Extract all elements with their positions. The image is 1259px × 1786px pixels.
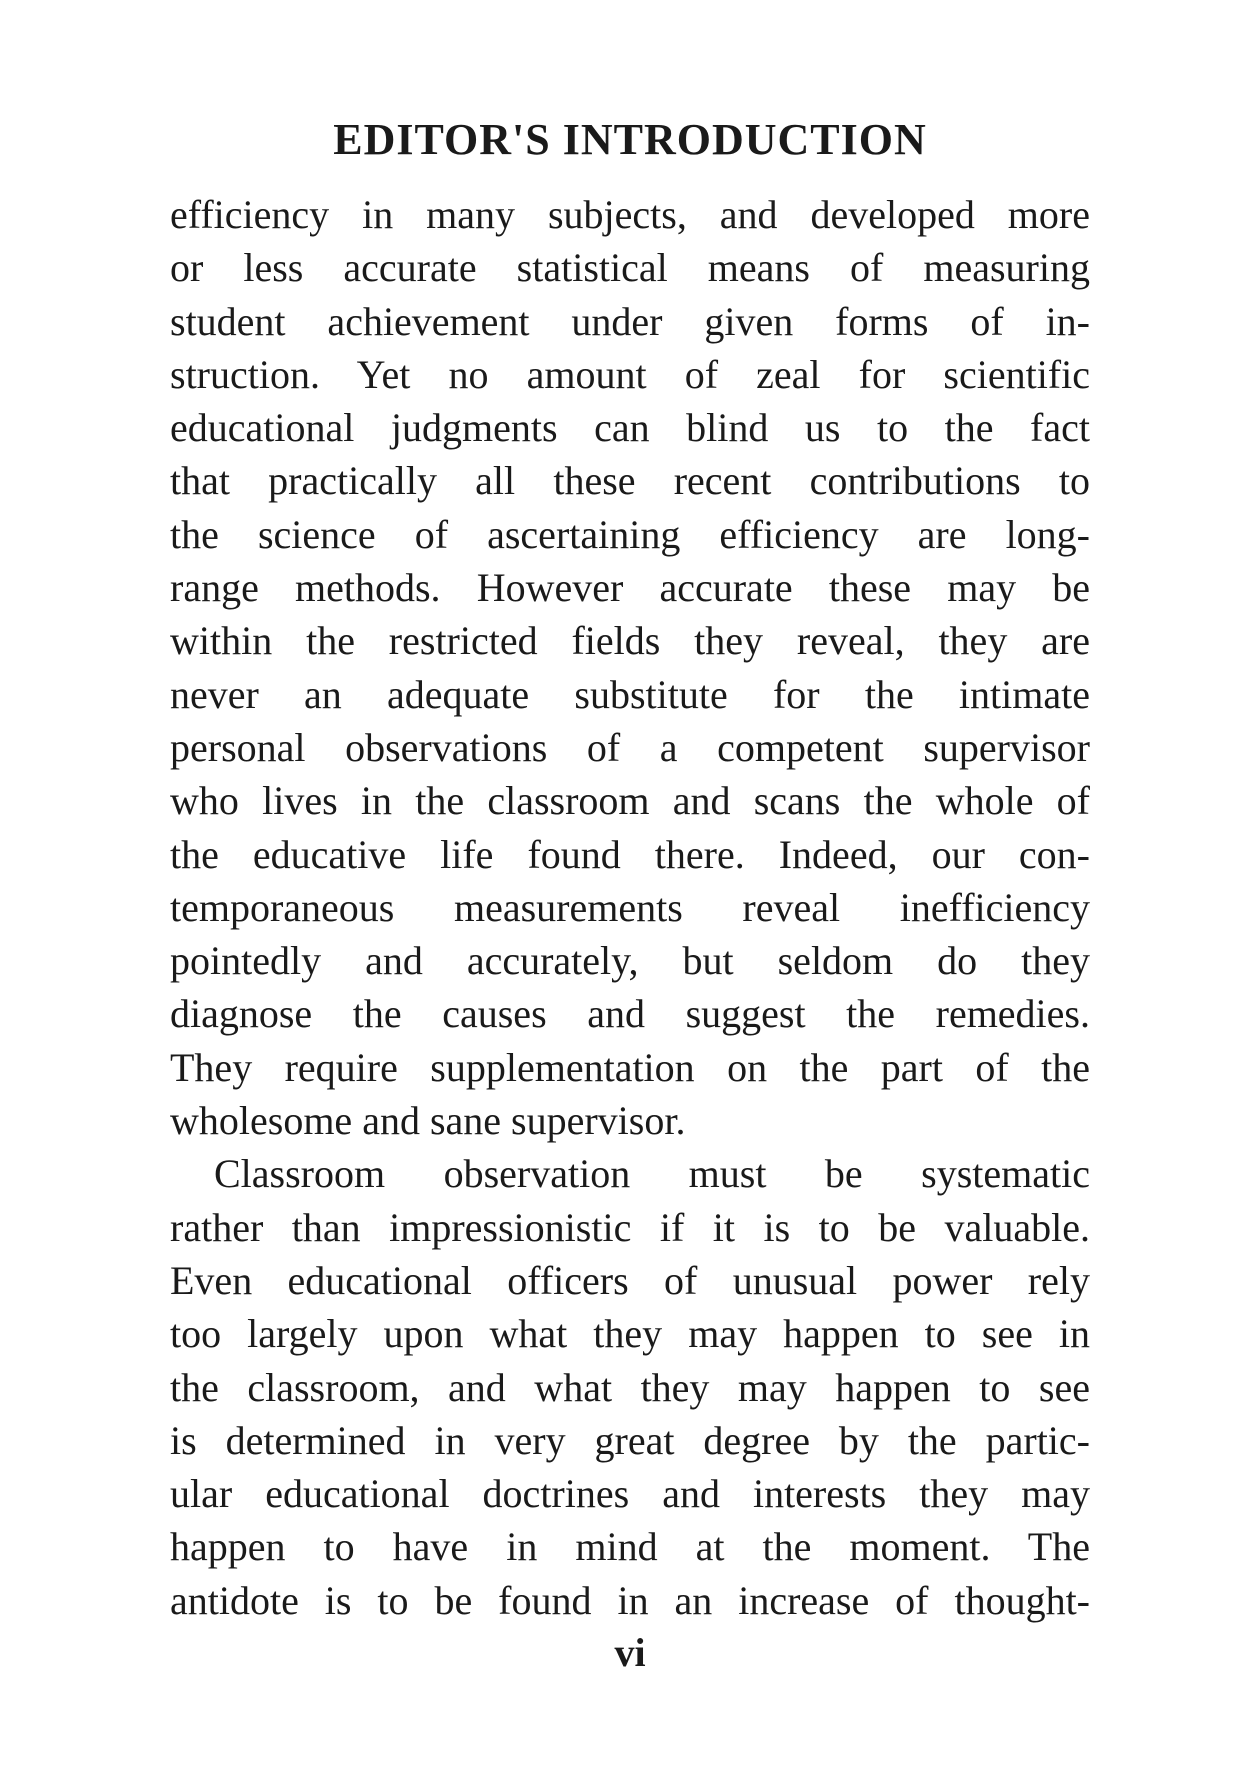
text-line: Even educational officers of unusual power rely [170,1257,1090,1303]
text-line: never an adequate substitute for the intimate [170,671,1090,717]
page-number: vi [614,1630,646,1675]
text-line: happen to have in mind at the moment. The [170,1524,1090,1570]
paragraph-2 [170,1147,1090,1627]
text-line: the educative life found there. Indeed, our con- [170,831,1090,877]
text-line: ular educational doctrines and interests they may [170,1471,1090,1517]
text-line: Classroom observation must be systematic [214,1151,1090,1197]
paragraph-1 [170,188,1090,1147]
text-line: too largely upon what they may happen to see in [170,1311,1090,1357]
text-line: temporaneous measurements reveal inefficiency [170,884,1090,930]
body-text [170,188,1090,1627]
text-line: rather than impressionistic if it is to be valuable. [170,1204,1090,1250]
text-line: antidote is to be found in an increase of thought- [170,1577,1090,1623]
text-line: educational judgments can blind us to the fact [170,405,1090,451]
text-line: that practically all these recent contributions to [170,458,1090,504]
text-line: wholesome and sane supervisor. [170,1098,686,1144]
running-head: EDITOR'S INTRODUCTION [333,115,927,164]
text-line: the science of ascertaining efficiency are long- [170,511,1090,557]
text-line: personal observations of a competent supervisor [170,724,1090,770]
text-line: or less accurate statistical means of measuring [170,245,1090,291]
text-line: who lives in the classroom and scans the whole of [170,778,1090,824]
text-line: pointedly and accurately, but seldom do they [170,938,1090,984]
text-line: student achievement under given forms of in- [170,298,1090,344]
text-line: the classroom, and what they may happen to see [170,1364,1090,1410]
text-line: efficiency in many subjects, and developed more [170,192,1090,237]
text-line: range methods. However accurate these may be [170,565,1090,611]
text-line: within the restricted fields they reveal, they are [170,618,1090,664]
text-line: They require supplementation on the part of the [170,1044,1090,1090]
text-line: struction. Yet no amount of zeal for scientific [170,351,1090,397]
text-line: diagnose the causes and suggest the remedies. [170,991,1090,1037]
text-line: is determined in very great degree by the partic- [170,1417,1090,1463]
